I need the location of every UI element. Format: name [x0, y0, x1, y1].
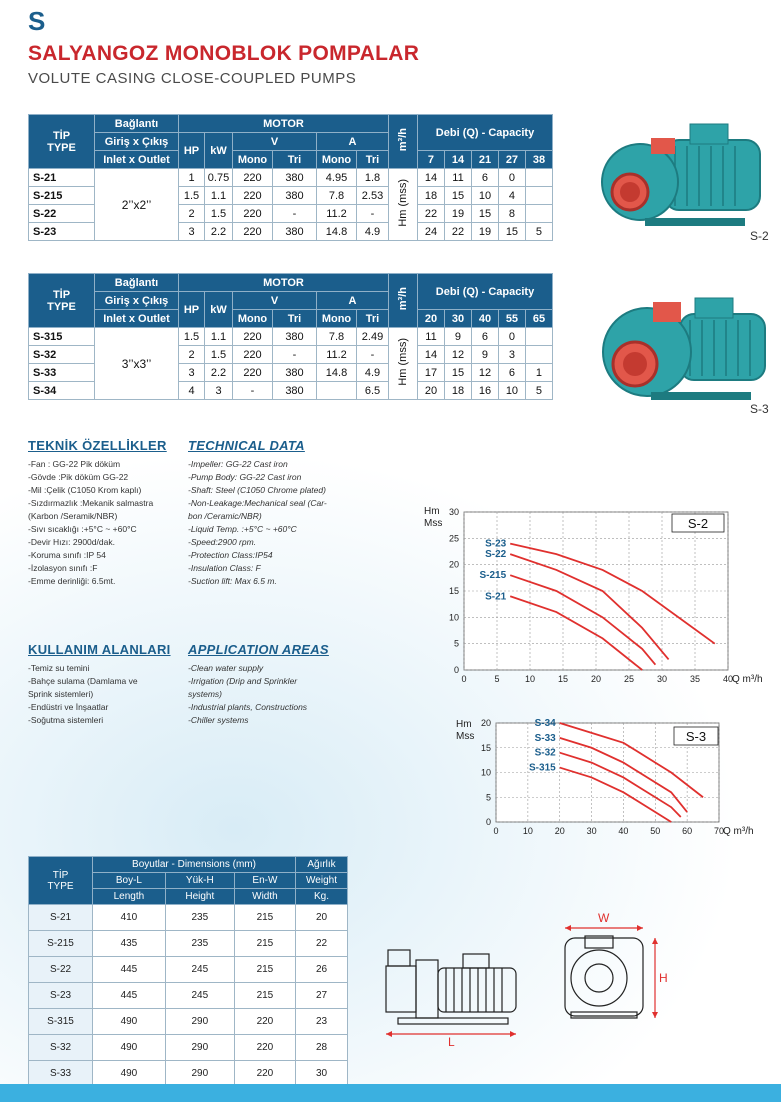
a-mono-cell: 11.2: [317, 205, 357, 223]
capacity-cell: 0: [498, 328, 525, 346]
dim-h-cell: 245: [165, 957, 234, 983]
hp-cell: 1.5: [179, 328, 205, 346]
dim-type-cell: S-21: [29, 905, 93, 931]
connection-cell: 3’’x3’’: [95, 328, 179, 400]
kw-cell: 1.1: [205, 187, 233, 205]
y-axis-label: Hm: [424, 506, 440, 517]
dim-h-cell: 235: [165, 931, 234, 957]
spec-table-s2: [28, 114, 553, 241]
a-mono-cell: 7.8: [317, 187, 357, 205]
list-item: -Clean water supply: [188, 663, 264, 673]
list-item: -Protection Class:IP54: [188, 550, 273, 560]
capacity-col: 55: [498, 310, 525, 328]
capacity-cell: 5: [525, 223, 552, 241]
dim-w-cell: 215: [234, 931, 295, 957]
page-subtitle: VOLUTE CASING CLOSE-COUPLED PUMPS: [28, 70, 357, 87]
v-mono-cell: 220: [233, 346, 273, 364]
table-row: [29, 957, 348, 983]
v-mono-cell: 220: [233, 187, 273, 205]
pump-s2-caption: S-2: [750, 229, 769, 243]
technical-list-tr: [28, 458, 188, 588]
list-item: -Fan : GG-22 Pik döküm: [28, 459, 121, 469]
dim-l-cell: 445: [93, 983, 166, 1009]
capacity-cell: [525, 169, 552, 187]
capacity-cell: [525, 328, 552, 346]
list-item: -İzolasyon sınıfı :F: [28, 563, 98, 573]
side-view-drawing: [378, 938, 553, 1050]
connection-header: Bağlantı: [95, 274, 179, 292]
series-label: S-315: [529, 762, 556, 774]
hp-cell: 3: [179, 364, 205, 382]
capacity-cell: 15: [498, 223, 525, 241]
v-tri-cell: 380: [273, 223, 317, 241]
capacity-cell: 18: [418, 187, 445, 205]
motor-header: MOTOR: [179, 274, 389, 292]
dim-l-cell: 490: [93, 1035, 166, 1061]
x-tick-label: 0: [493, 826, 499, 836]
yuk-header: Yük-H: [165, 873, 234, 889]
application-heading-tr: KULLANIM ALANLARI: [28, 642, 171, 657]
y-tick-label: 20: [480, 718, 491, 728]
list-item: -Endüstri ve İnşaatlar: [28, 702, 109, 712]
list-item: -Sıvı sıcaklığı :+5°C ~ +60°C: [28, 524, 137, 534]
list-item: -Bahçe sulama (Damlama ve Sprink sistemleri): [28, 676, 138, 699]
capacity-cell: 6: [471, 328, 498, 346]
kw-header: kW: [205, 133, 233, 169]
dim-l-cell: 410: [93, 905, 166, 931]
a-mono-cell: 11.2: [317, 346, 357, 364]
a-tri-cell: 6.5: [357, 382, 389, 400]
x-tick-label: 20: [590, 674, 602, 684]
dim-w-cell: 220: [234, 1061, 295, 1087]
a-mono-cell: 7.8: [317, 328, 357, 346]
capacity-col: 20: [418, 310, 445, 328]
capacity-cell: [525, 187, 552, 205]
series-label: S-22: [485, 549, 507, 561]
x-axis-label: Q m³/h: [732, 674, 763, 685]
dim-l-cell: 445: [93, 957, 166, 983]
type-cell: S-34: [29, 382, 95, 400]
v-mono-cell: 220: [233, 328, 273, 346]
list-item: -Non-Leakage:Mechanical seal (Car- bon /Ceramic/NBR): [188, 498, 327, 521]
list-item: -Soğutma sistemleri: [28, 715, 104, 725]
v-tri-cell: 380: [273, 364, 317, 382]
v-mono-cell: -: [233, 382, 273, 400]
capacity-col: 21: [471, 151, 498, 169]
connection-cell: 2’’x2’’: [95, 169, 179, 241]
y-tick-label: 10: [480, 767, 491, 778]
dim-h-cell: 235: [165, 905, 234, 931]
technical-list-en: [188, 458, 358, 588]
y-tick-label: 30: [448, 507, 459, 517]
hp-cell: 1: [179, 169, 205, 187]
series-label: S-33: [534, 732, 556, 744]
x-tick-label: 70: [713, 826, 725, 836]
width-header: Width: [234, 889, 295, 905]
hm-label: Hm (mss): [397, 338, 409, 386]
dim-type-cell: S-215: [29, 931, 93, 957]
capacity-cell: 15: [471, 205, 498, 223]
type-cell: S-33: [29, 364, 95, 382]
y-tick-label: 5: [453, 638, 459, 649]
v-tri-header: Tri: [273, 151, 317, 169]
v-mono-header: Mono: [233, 310, 273, 328]
hp-cell: 4: [179, 382, 205, 400]
type-header: TİP TYPE: [29, 115, 95, 169]
dim-l-cell: 490: [93, 1061, 166, 1087]
v-tri-cell: 380: [273, 328, 317, 346]
x-tick-label: 20: [554, 826, 565, 836]
capacity-col: 38: [525, 151, 552, 169]
capacity-cell: 10: [471, 187, 498, 205]
series-label: S-32: [534, 747, 556, 759]
capacity-cell: 9: [444, 328, 471, 346]
capacity-cell: 4: [498, 187, 525, 205]
list-item: -Koruma sınıfı :IP 54: [28, 550, 106, 560]
capacity-cell: 11: [418, 328, 445, 346]
application-list-en: [188, 662, 358, 727]
inlet-outlet-tr-header: Giriş x Çıkış: [95, 133, 179, 151]
v-tri-cell: 380: [273, 169, 317, 187]
v-mono-header: Mono: [233, 151, 273, 169]
list-item: -Gövde :Pik döküm GG-22: [28, 472, 129, 482]
list-item: -Irrigation (Drip and Sprinkler systems): [188, 676, 298, 699]
dim-w-cell: 215: [234, 957, 295, 983]
capacity-cell: 10: [498, 382, 525, 400]
x-tick-label: 40: [618, 826, 629, 836]
inlet-outlet-header: Inlet x Outlet: [95, 310, 179, 328]
capacity-col: 27: [498, 151, 525, 169]
voltage-header: V: [233, 133, 317, 151]
table-row: [29, 169, 553, 187]
capacity-cell: 14: [418, 346, 445, 364]
dim-l-cell: 435: [93, 931, 166, 957]
capacity-cell: 11: [444, 169, 471, 187]
y-tick-label: 15: [480, 742, 491, 753]
front-view-drawing: [555, 910, 670, 1030]
list-item: -Liquid Temp. :+5°C ~ +60°C: [188, 524, 297, 534]
dim-w-cell: 220: [234, 1035, 295, 1061]
boy-header: Boy-L: [93, 873, 166, 889]
capacity-col: 14: [444, 151, 471, 169]
v-tri-cell: -: [273, 346, 317, 364]
dim-w-cell: 215: [234, 983, 295, 1009]
table-row: [29, 328, 553, 346]
dimensions-group-header: Boyutlar - Dimensions (mm): [93, 857, 296, 873]
a-mono-cell: [317, 382, 357, 400]
capacity-cell: 12: [444, 346, 471, 364]
dim-kg-cell: 26: [296, 957, 348, 983]
capacity-cell: 5: [525, 382, 552, 400]
a-tri-cell: -: [357, 205, 389, 223]
a-mono-header: Mono: [317, 310, 357, 328]
pump-s3-image: [595, 280, 775, 420]
capacity-cell: 12: [471, 364, 498, 382]
type-cell: S-22: [29, 205, 95, 223]
y-tick-label: 15: [448, 586, 459, 596]
y-tick-label: 20: [448, 559, 459, 570]
capacity-cell: 22: [418, 205, 445, 223]
dim-h-cell: 290: [165, 1009, 234, 1035]
capacity-cell: 17: [418, 364, 445, 382]
capacity-cell: 9: [471, 346, 498, 364]
dim-kg-cell: 30: [296, 1061, 348, 1087]
x-tick-label: 15: [557, 674, 569, 684]
type-header: TİP TYPE: [29, 274, 95, 328]
v-tri-cell: 380: [273, 382, 317, 400]
capacity-cell: 19: [444, 205, 471, 223]
list-item: -Shaft: Steel (C1050 Chrome plated): [188, 485, 326, 495]
capacity-cell: 19: [471, 223, 498, 241]
a-mono-cell: 14.8: [317, 223, 357, 241]
capacity-cell: 16: [471, 382, 498, 400]
dim-kg-cell: 27: [296, 983, 348, 1009]
a-tri-cell: -: [357, 346, 389, 364]
a-tri-header: Tri: [357, 151, 389, 169]
v-mono-cell: 220: [233, 364, 273, 382]
hp-cell: 2: [179, 205, 205, 223]
a-tri-cell: 2.53: [357, 187, 389, 205]
x-tick-label: 10: [524, 674, 536, 684]
hm-label: Hm (mss): [397, 179, 409, 227]
x-tick-label: 60: [682, 826, 693, 836]
application-list-tr: [28, 662, 188, 727]
y-tick-label: 0: [453, 665, 459, 675]
spec-table-s3: [28, 273, 553, 400]
chart-s2: [420, 500, 775, 695]
chart-title: S-2: [687, 516, 709, 531]
list-item: -Chiller systems: [188, 715, 249, 725]
kw-cell: 0.75: [205, 169, 233, 187]
dim-w-cell: 215: [234, 905, 295, 931]
x-tick-label: 30: [656, 674, 668, 684]
dim-h-cell: 290: [165, 1035, 234, 1061]
x-tick-label: 0: [461, 674, 467, 684]
type-cell: S-315: [29, 328, 95, 346]
y-tick-label: 0: [485, 817, 491, 827]
application-heading-en: APPLICATION AREAS: [188, 642, 329, 657]
page-title: SALYANGOZ MONOBLOK POMPALAR: [28, 42, 420, 65]
capacity-cell: 15: [444, 364, 471, 382]
dim-type-cell: S-23: [29, 983, 93, 1009]
motor-header: MOTOR: [179, 115, 389, 133]
list-item: -Speed:2900 rpm.: [188, 537, 257, 547]
list-item: -Mil :Çelik (C1050 Krom kaplı): [28, 485, 142, 495]
dim-h-cell: 245: [165, 983, 234, 1009]
chart-s3: [450, 715, 775, 840]
hm-cell: [389, 328, 418, 400]
hp-cell: 1.5: [179, 187, 205, 205]
weight-tr-header: Ağırlık: [296, 857, 348, 873]
list-item: -Devir Hızı: 2900d/dak.: [28, 537, 115, 547]
kw-cell: 1.1: [205, 328, 233, 346]
capacity-cell: 20: [418, 382, 445, 400]
capacity-cell: 8: [498, 205, 525, 223]
inlet-outlet-tr-header: Giriş x Çıkış: [95, 292, 179, 310]
table-row: [29, 931, 348, 957]
list-item: -Industrial plants, Constructions: [188, 702, 308, 712]
list-item: -Insulation Class: F: [188, 563, 261, 573]
a-mono-header: Mono: [317, 151, 357, 169]
series-label: S-34: [534, 718, 556, 729]
capacity-cell: [525, 205, 552, 223]
kg-header: Kg.: [296, 889, 348, 905]
dim-kg-cell: 23: [296, 1009, 348, 1035]
kw-cell: 1.5: [205, 346, 233, 364]
table-row: [29, 983, 348, 1009]
x-tick-label: 30: [586, 826, 597, 836]
pump-s3-caption: S-3: [750, 402, 769, 416]
capacity-col: 40: [471, 310, 498, 328]
dim-kg-cell: 20: [296, 905, 348, 931]
hp-cell: 3: [179, 223, 205, 241]
dim-kg-cell: 28: [296, 1035, 348, 1061]
series-label: S-23: [485, 538, 507, 550]
type-cell: S-215: [29, 187, 95, 205]
ampere-header: A: [317, 292, 389, 310]
capacity-cell: 3: [498, 346, 525, 364]
capacity-cell: 18: [444, 382, 471, 400]
y-axis-label: Mss: [424, 518, 443, 529]
x-tick-label: 35: [689, 674, 701, 684]
kw-cell: 1.5: [205, 205, 233, 223]
list-item: -Emme derinliği: 6.5mt.: [28, 576, 116, 586]
v-tri-cell: -: [273, 205, 317, 223]
v-tri-cell: 380: [273, 187, 317, 205]
x-tick-label: 25: [623, 674, 635, 684]
technical-heading-en: TECHNICAL DATA: [188, 438, 305, 453]
kw-cell: 2.2: [205, 364, 233, 382]
table-row: [29, 905, 348, 931]
x-tick-label: 40: [722, 674, 734, 684]
capacity-cell: 0: [498, 169, 525, 187]
capacity-cell: 6: [498, 364, 525, 382]
height-label: H: [659, 971, 668, 985]
type-cell: S-32: [29, 346, 95, 364]
inlet-outlet-header: Inlet x Outlet: [95, 151, 179, 169]
weight-header: Weight: [296, 873, 348, 889]
capacity-cell: 22: [444, 223, 471, 241]
x-tick-label: 50: [650, 826, 661, 836]
length-label: L: [448, 1035, 455, 1049]
capacity-cell: 24: [418, 223, 445, 241]
a-tri-cell: 4.9: [357, 223, 389, 241]
a-tri-header: Tri: [357, 310, 389, 328]
a-mono-cell: 14.8: [317, 364, 357, 382]
width-label: W: [598, 911, 610, 925]
kw-cell: 3: [205, 382, 233, 400]
capacity-cell: 1: [525, 364, 552, 382]
a-mono-cell: 4.95: [317, 169, 357, 187]
a-tri-cell: 1.8: [357, 169, 389, 187]
bottom-bar: [0, 1084, 781, 1102]
dim-type-cell: S-315: [29, 1009, 93, 1035]
list-item: -Pump Body: GG-22 Cast iron: [188, 472, 302, 482]
dim-kg-cell: 22: [296, 931, 348, 957]
v-mono-cell: 220: [233, 223, 273, 241]
type-cell: S-23: [29, 223, 95, 241]
dimensions-table: [28, 856, 348, 1102]
list-item: -Impeller: GG-22 Cast iron: [188, 459, 288, 469]
capacity-header: Debi (Q) - Capacity: [418, 274, 553, 310]
en-header: En-W: [234, 873, 295, 889]
v-mono-cell: 220: [233, 169, 273, 187]
pump-s2-image: [595, 110, 775, 250]
capacity-cell: 6: [471, 169, 498, 187]
chart-title: S-3: [685, 729, 707, 744]
capacity-cell: 15: [444, 187, 471, 205]
voltage-header: V: [233, 292, 317, 310]
connection-header: Bağlantı: [95, 115, 179, 133]
series-label: S-215: [479, 570, 507, 582]
list-item: -Suction lift: Max 6.5 m.: [188, 576, 277, 586]
hm-cell: [389, 169, 418, 241]
capacity-col: 65: [525, 310, 552, 328]
ampere-header: A: [317, 133, 389, 151]
capacity-col: 7: [418, 151, 445, 169]
kw-header: kW: [205, 292, 233, 328]
series-label: S-21: [485, 591, 507, 603]
dim-type-cell: S-32: [29, 1035, 93, 1061]
y-tick-label: 5: [485, 792, 491, 803]
series-letter: S: [28, 6, 46, 36]
dim-l-cell: 490: [93, 1009, 166, 1035]
height-header: Height: [165, 889, 234, 905]
table-row: [29, 1035, 348, 1061]
hp-header: HP: [179, 292, 205, 328]
x-axis-label: Q m³/h: [723, 826, 754, 837]
capacity-cell: [525, 346, 552, 364]
x-tick-label: 10: [522, 826, 533, 836]
table-row: [29, 1009, 348, 1035]
type-header: TİP TYPE: [29, 857, 93, 905]
capacity-header: Debi (Q) - Capacity: [418, 115, 553, 151]
y-axis-label: Mss: [456, 731, 475, 742]
capacity-col: 30: [444, 310, 471, 328]
list-item: -Sızdırmazlık :Mekanik salmastra (Karbon /Seramik/NBR): [28, 498, 154, 521]
v-mono-cell: 220: [233, 205, 273, 223]
x-tick-label: 5: [494, 674, 500, 684]
dim-type-cell: S-22: [29, 957, 93, 983]
a-tri-cell: 4.9: [357, 364, 389, 382]
hp-header: HP: [179, 133, 205, 169]
y-tick-label: 25: [448, 533, 459, 544]
list-item: -Temiz su temini: [28, 663, 90, 673]
hp-cell: 2: [179, 346, 205, 364]
capacity-cell: 14: [418, 169, 445, 187]
dim-type-cell: S-33: [29, 1061, 93, 1087]
m3h-header: m³/h: [389, 274, 418, 328]
technical-heading-tr: TEKNİK ÖZELLİKLER: [28, 438, 167, 453]
a-tri-cell: 2.49: [357, 328, 389, 346]
kw-cell: 2.2: [205, 223, 233, 241]
table-row: [29, 1061, 348, 1087]
m3h-header: m³/h: [389, 115, 418, 169]
y-tick-label: 10: [448, 612, 459, 623]
y-axis-label: Hm: [456, 719, 472, 730]
v-tri-header: Tri: [273, 310, 317, 328]
type-cell: S-21: [29, 169, 95, 187]
dim-w-cell: 220: [234, 1009, 295, 1035]
length-header: Length: [93, 889, 166, 905]
dim-h-cell: 290: [165, 1061, 234, 1087]
